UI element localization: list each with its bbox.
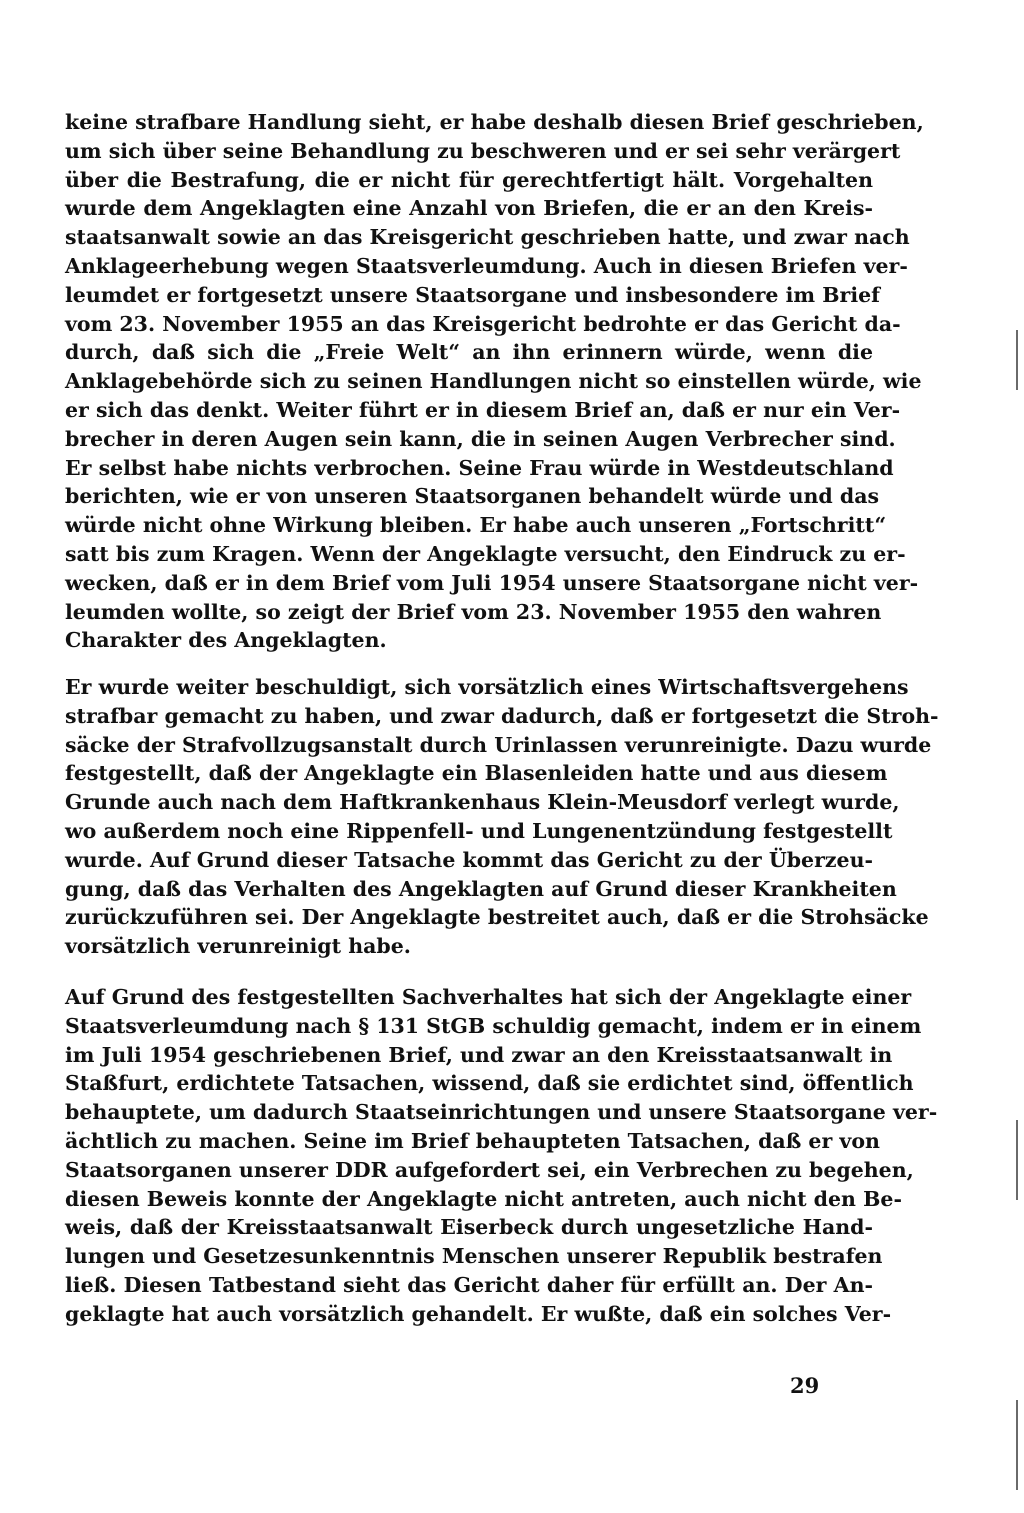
page-number: 29 <box>790 1373 820 1398</box>
text-line: lungen und Gesetzesunkenntnis Menschen unserer Republik bestrafen <box>65 1244 883 1269</box>
text-line: Staßfurt, erdichtete Tatsachen, wissend, daß sie erdichtet sind, öffentlich <box>65 1071 914 1096</box>
text-line: behauptete, um dadurch Staatseinrichtungen und unsere Staatsorgane ver- <box>65 1100 938 1125</box>
text-line: berichten, wie er von unseren Staatsorganen behandelt würde und das <box>65 484 880 509</box>
text-line: diesen Beweis konnte der Angeklagte nicht antreten, auch nicht den Be- <box>65 1186 902 1211</box>
text-line: er sich das denkt. Weiter führt er in diesem Brief an, daß er nur ein Ver- <box>65 397 901 422</box>
text-line: im Juli 1954 geschriebenen Brief, und zwar an den Kreisstaatsanwalt in <box>65 1042 893 1067</box>
text-line: leumdet er fortgesetzt unsere Staatsorgane und insbesondere im Brief <box>65 282 880 307</box>
text-line: um sich über seine Behandlung zu beschweren und er sei sehr verärgert <box>65 138 901 163</box>
text-line: vorsätzlich verunreinigt habe. <box>65 934 411 959</box>
text-line: gung, daß das Verhalten des Angeklagten auf Grund dieser Krankheiten <box>65 876 897 901</box>
text-line: brecher in deren Augen sein kann, die in seinen Augen Verbrecher sind. <box>65 426 896 451</box>
text-line: leumden wollte, so zeigt der Brief vom 23. November 1955 den wahren <box>65 599 882 624</box>
text-line: durch, daß sich die „Freie Welt“ an ihn erinnern würde, wenn die <box>65 340 873 365</box>
paragraph-2 <box>65 673 939 961</box>
text-line: Er selbst habe nichts verbrochen. Seine Frau würde in Westdeutschland <box>65 455 894 480</box>
text-line: Anklagebehörde sich zu seinen Handlungen nicht so einstellen würde, wie <box>65 369 922 394</box>
text-line: staatsanwalt sowie an das Kreisgericht geschrieben hatte, und zwar nach <box>65 225 910 250</box>
text-line: wecken, daß er in dem Brief vom Juli 1954 unsere Staatsorgane nicht ver- <box>65 570 919 595</box>
text-line: über die Bestrafung, die er nicht für gerechtfertigt hält. Vorgehalten <box>65 167 873 192</box>
text-line: würde nicht ohne Wirkung bleiben. Er habe auch unseren „Fortschritt“ <box>65 513 887 538</box>
text-line: weis, daß der Kreisstaatsanwalt Eiserbeck durch ungesetzliche Hand- <box>65 1215 873 1240</box>
text-line: Auf Grund des festgestellten Sachverhaltes hat sich der Angeklagte einer <box>65 985 912 1009</box>
text-line: Grunde auch nach dem Haftkrankenhaus Klein-Meusdorf verlegt wurde, <box>65 790 900 815</box>
text-line: Er wurde weiter beschuldigt, sich vorsätzlich eines Wirtschaftsvergehens <box>65 675 909 699</box>
text-line: wurde dem Angeklagten eine Anzahl von Briefen, die er an den Kreis- <box>65 196 873 221</box>
text-line: Staatsorganen unserer DDR aufgefordert sei, ein Verbrechen zu begehen, <box>65 1157 914 1182</box>
text-line: wo außerdem noch eine Rippenfell- und Lungenentzündung festgestellt <box>65 818 893 843</box>
text-line: vom 23. November 1955 an das Kreisgericht bedrohte er das Gericht da- <box>65 311 901 336</box>
text-line: Anklageerhebung wegen Staatsverleumdung. Auch in diesen Briefen ver- <box>65 253 908 278</box>
paragraph-3 <box>65 983 938 1329</box>
text-line: ächtlich zu machen. Seine im Brief behaupteten Tatsachen, daß er von <box>65 1128 880 1153</box>
text-line: strafbar gemacht zu haben, und zwar dadurch, daß er fortgesetzt die Stroh- <box>65 703 939 728</box>
text-line: Charakter des Angeklagten. <box>65 628 387 653</box>
paragraph-1 <box>65 108 924 655</box>
scan-edge-mark <box>1016 1120 1018 1200</box>
text-line: wurde. Auf Grund dieser Tatsache kommt das Gericht zu der Überzeu- <box>65 847 873 872</box>
text-line: festgestellt, daß der Angeklagte ein Blasenleiden hatte und aus diesem <box>65 761 888 786</box>
scan-edge-mark <box>1016 330 1018 390</box>
text-line: säcke der Strafvollzugsanstalt durch Urinlassen verunreinigte. Dazu wurde <box>65 732 932 757</box>
scan-edge-mark <box>1016 1400 1018 1490</box>
text-line: ließ. Diesen Tatbestand sieht das Gericht daher für erfüllt an. Der An- <box>65 1272 873 1297</box>
text-line: zurückzuführen sei. Der Angeklagte bestreitet auch, daß er die Strohsäcke <box>65 905 929 930</box>
text-line: satt bis zum Kragen. Wenn der Angeklagte versucht, den Eindruck zu er- <box>65 541 906 566</box>
text-line: geklagte hat auch vorsätzlich gehandelt. Er wußte, daß ein solches Ver- <box>65 1301 892 1326</box>
text-line: keine strafbare Handlung sieht, er habe deshalb diesen Brief geschrieben, <box>65 110 924 134</box>
text-line: Staatsverleumdung nach § 131 StGB schuldig gemacht, indem er in einem <box>65 1013 922 1038</box>
